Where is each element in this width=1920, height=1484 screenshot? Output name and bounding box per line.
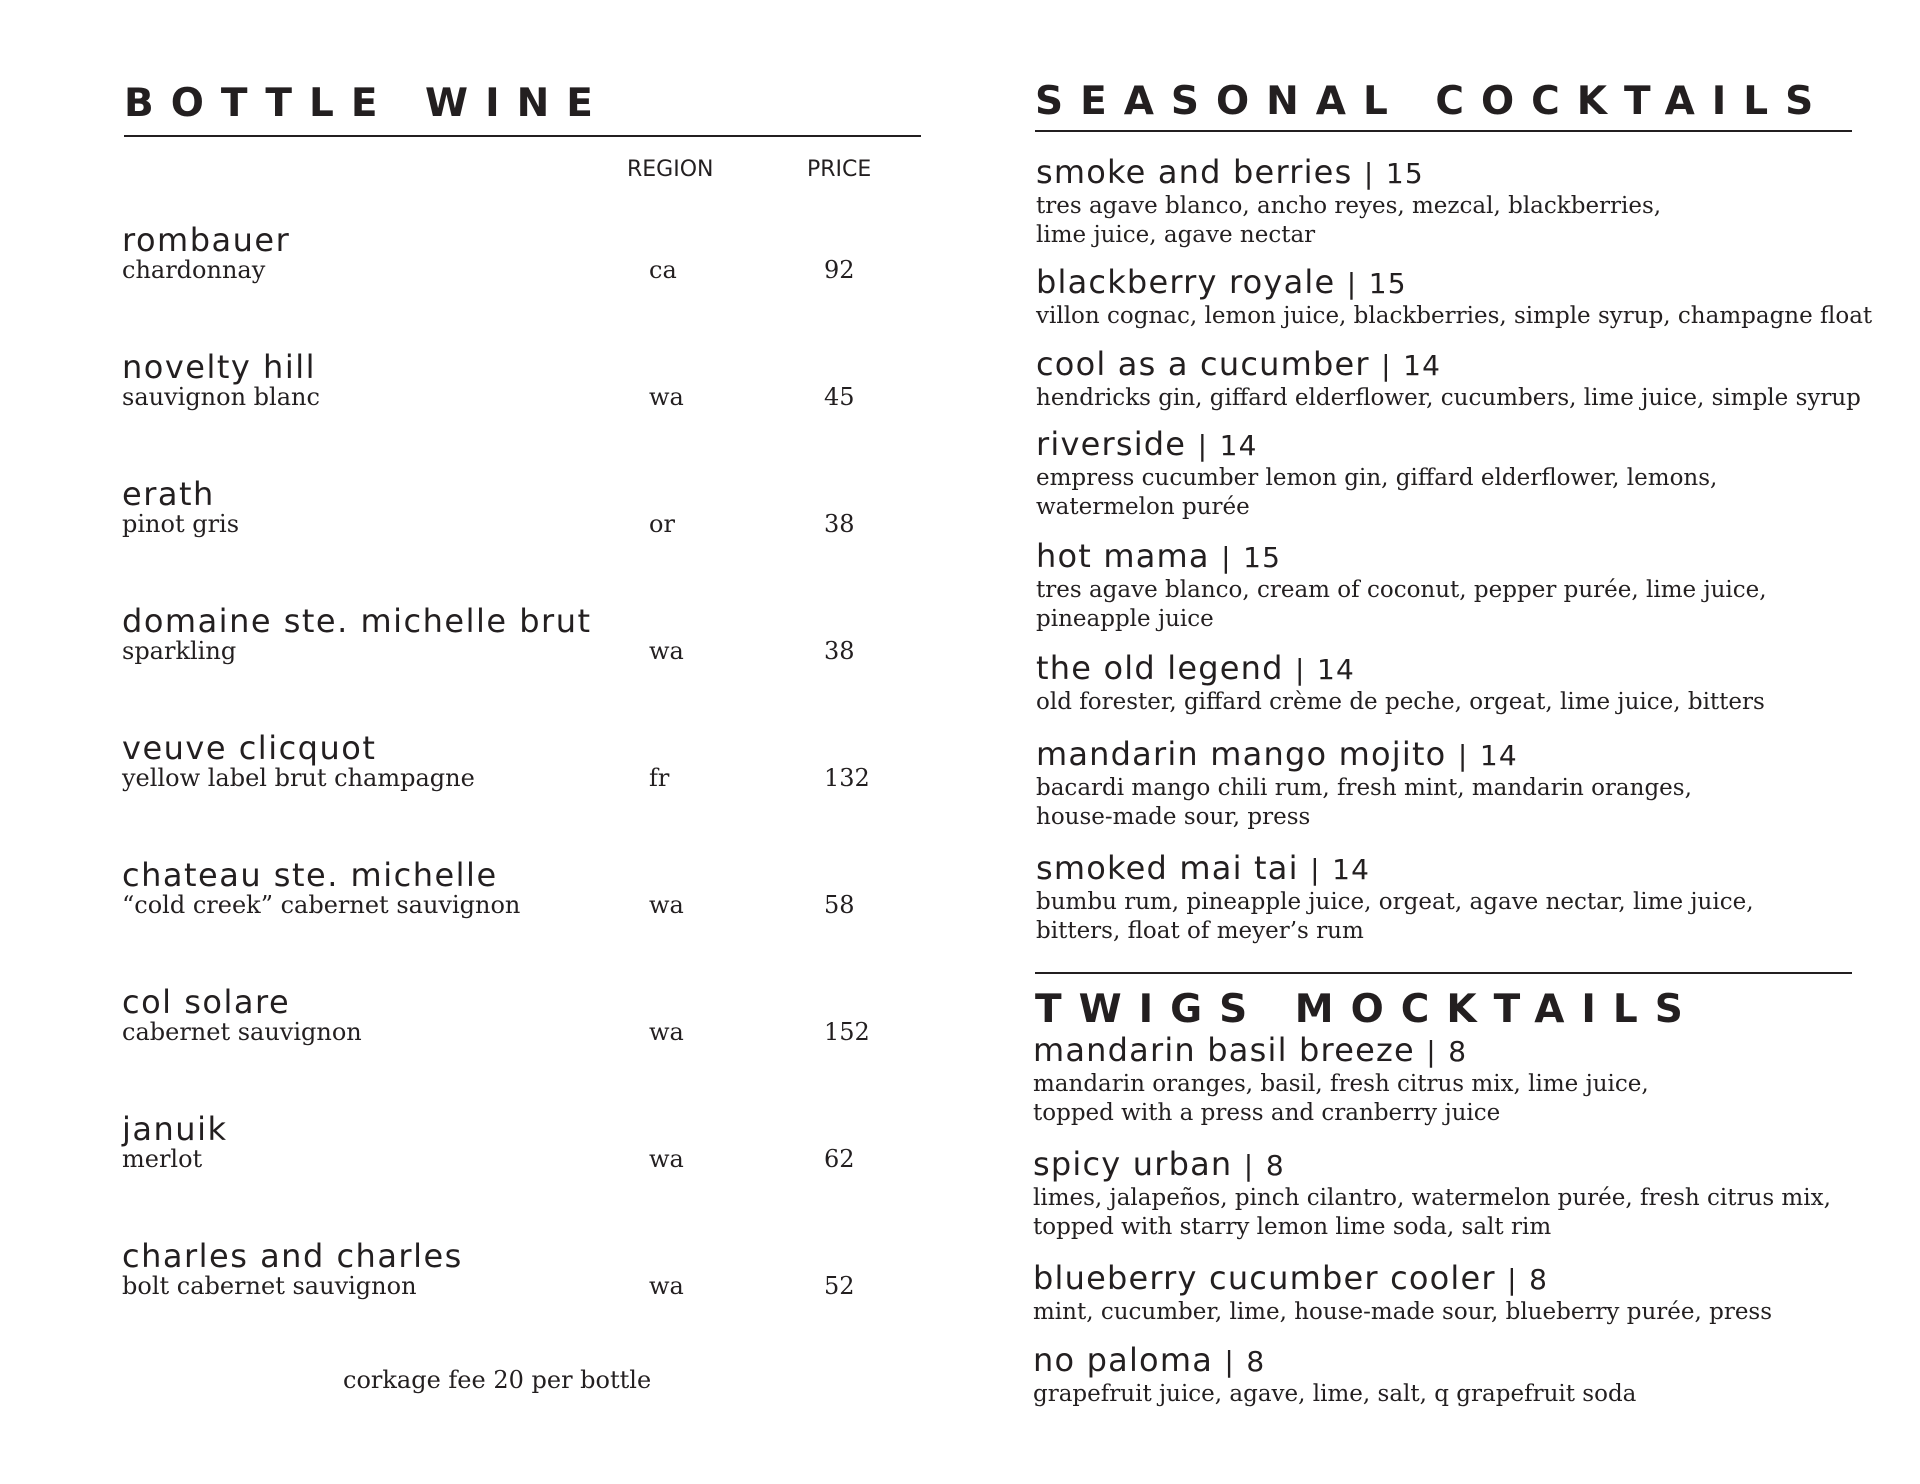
cocktail-item [1036,538,1856,634]
mocktail-price: 8 [1448,1035,1468,1068]
wine-price: 52 [824,1272,855,1300]
wine-price: 58 [824,891,855,919]
cocktail-description: tres agave blanco, cream of coconut, pepper purée, lime juice, pineapple juice [1036,577,1767,632]
mocktail-item [1033,1032,1853,1128]
mocktail-name: blueberry cucumber cooler [1033,1259,1496,1297]
cocktail-price: 14 [1332,853,1371,886]
cocktail-name: blackberry royale [1036,263,1336,301]
mocktail-item [1033,1260,1853,1327]
separator: | [1295,653,1306,686]
cocktail-price: 15 [1243,541,1282,574]
mocktail-description: limes, jalapeños, pinch cilantro, watermelon purée, fresh citrus mix, topped with starry lemon lime soda, salt rim [1033,1185,1831,1240]
cocktail-item [1036,263,1873,331]
mocktail-item [1033,1146,1853,1242]
separator: | [1243,1149,1255,1182]
wine-varietal: bolt cabernet sauvignon [122,1272,417,1300]
mocktail-description: mandarin oranges, basil, fresh citrus mix, lime juice, topped with a press and cranberry juice [1033,1071,1649,1126]
corkage-fee-note: corkage fee 20 per bottle [343,1366,652,1394]
wine-varietal: “cold creek” cabernet sauvignon [122,891,521,919]
cocktail-name: mandarin mango mojito [1036,735,1447,773]
cocktail-name: hot mama [1036,537,1210,575]
cocktail-description: bumbu rum, pineapple juice, orgeat, agave nectar, lime juice, bitters, float of meyer’s rum [1036,889,1754,944]
wine-name: erath [122,475,215,513]
cocktail-price: 14 [1479,739,1518,772]
mocktail-item [1033,1342,1853,1409]
separator: | [1310,853,1321,886]
wine-price: 92 [824,256,855,284]
wine-price: 38 [824,510,855,538]
wine-name: novelty hill [122,348,316,386]
price-column-header: PRICE [807,157,872,182]
cocktail-name: smoked mai tai [1036,849,1299,887]
cocktail-description: tres agave blanco, ancho reyes, mezcal, blackberries, lime juice, agave nectar [1036,193,1662,248]
cocktail-description: hendricks gin, giffard elderflower, cucumbers, lime juice, simple syrup [1036,385,1861,411]
separator: | [1221,541,1232,574]
wine-region: wa [649,1145,684,1173]
separator: | [1426,1035,1437,1068]
mocktail-name: no paloma [1033,1341,1214,1379]
separator: | [1457,739,1469,772]
cocktail-price: 14 [1403,349,1442,382]
cocktail-description: bacardi mango chili rum, fresh mint, mandarin oranges, house-made sour, press [1036,775,1692,830]
cocktail-description: villon cognac, lemon juice, blackberries, simple syrup, champagne float [1036,303,1873,329]
cocktail-item [1036,345,1861,413]
mocktail-description: grapefruit juice, agave, lime, salt, q grapefruit soda [1033,1381,1637,1407]
wine-region: wa [649,383,684,411]
wine-price: 38 [824,637,855,665]
seasonal-cocktails-rule [1035,130,1852,132]
cocktail-name: cool as a cucumber [1036,345,1370,383]
wine-price: 62 [824,1145,855,1173]
wine-region: wa [649,891,684,919]
twigs-mocktails-rule [1035,972,1852,974]
wine-name: veuve clicquot [122,729,377,767]
wine-name: charles and charles [122,1237,463,1275]
cocktail-item [1036,650,1856,717]
separator: | [1381,349,1392,382]
cocktail-price: 15 [1368,267,1407,300]
mocktail-price: 8 [1246,1345,1266,1378]
cocktail-price: 15 [1385,157,1424,190]
mocktail-price: 8 [1529,1263,1549,1296]
mocktail-description: mint, cucumber, lime, house-made sour, blueberry purée, press [1033,1299,1773,1325]
cocktail-item [1036,426,1856,522]
seasonal-cocktails-title: SEASONAL COCKTAILS [1035,79,1831,124]
separator: | [1363,157,1375,190]
wine-name: col solare [122,983,291,1021]
wine-varietal: merlot [122,1145,203,1173]
cocktail-price: 14 [1219,429,1258,462]
wine-name: januik [122,1110,228,1148]
bottle-wine-rule [124,135,921,137]
wine-region: wa [649,1018,684,1046]
wine-varietal: chardonnay [122,256,266,284]
wine-varietal: sparkling [122,637,237,665]
cocktail-name: smoke and berries [1036,153,1353,191]
mocktail-name: spicy urban [1033,1145,1233,1183]
separator: | [1346,267,1358,300]
cocktail-item [1036,154,1856,250]
wine-name: chateau ste. michelle [122,856,498,894]
separator: | [1507,1263,1518,1296]
cocktail-price: 14 [1317,653,1356,686]
wine-region: fr [649,764,670,792]
mocktail-name: mandarin basil breeze [1033,1031,1415,1069]
region-column-header: REGION [627,157,714,182]
wine-name: domaine ste. michelle brut [122,602,592,640]
wine-region: or [649,510,675,538]
wine-price: 45 [824,383,855,411]
separator: | [1197,429,1209,462]
wine-region: wa [649,1272,684,1300]
wine-varietal: cabernet sauvignon [122,1018,362,1046]
wine-varietal: yellow label brut champagne [122,764,475,792]
cocktail-name: riverside [1036,425,1187,463]
wine-varietal: pinot gris [122,510,240,538]
wine-price: 152 [824,1018,870,1046]
cocktail-item [1036,736,1856,832]
cocktail-description: empress cucumber lemon gin, giffard elderflower, lemons, watermelon purée [1036,465,1718,520]
separator: | [1224,1345,1236,1378]
wine-region: wa [649,637,684,665]
bottle-wine-title: BOTTLE WINE [124,81,610,126]
wine-price: 132 [824,764,870,792]
wine-name: rombauer [122,221,291,259]
wine-region: ca [649,256,677,284]
mocktail-price: 8 [1265,1149,1285,1182]
twigs-mocktails-title: TWIGS MOCKTAILS [1035,987,1700,1032]
wine-varietal: sauvignon blanc [122,383,320,411]
cocktail-item [1036,850,1856,946]
cocktail-description: old forester, giffard crème de peche, orgeat, lime juice, bitters [1036,689,1765,715]
cocktail-name: the old legend [1036,649,1284,687]
